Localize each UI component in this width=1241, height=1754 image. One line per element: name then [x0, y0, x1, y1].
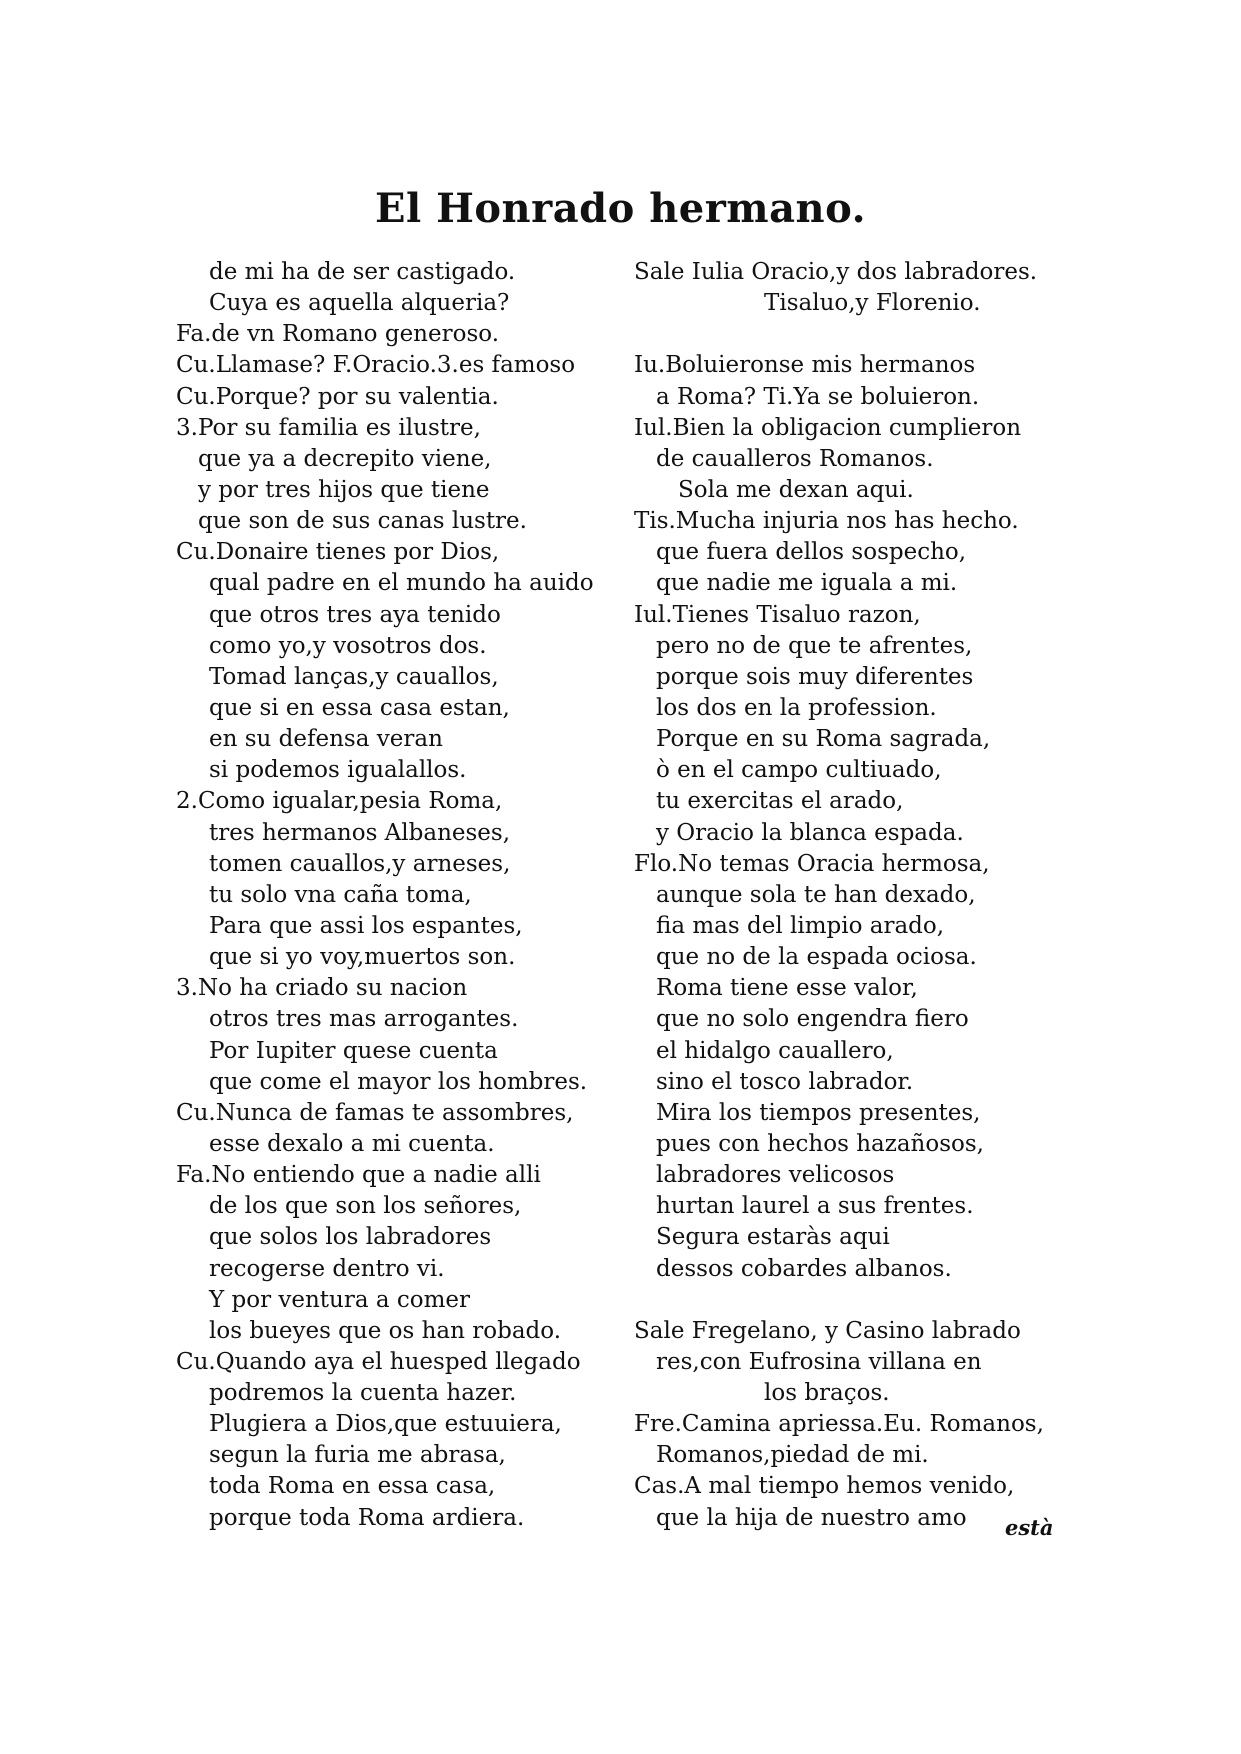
- left-column-line: Y por ventura a comer: [209, 1286, 471, 1313]
- right-column-line: Romanos,piedad de mi.: [656, 1442, 929, 1469]
- left-column-line: los bueyes que os han robado.: [209, 1317, 562, 1344]
- left-column-line: en su defensa veran: [209, 726, 443, 753]
- left-column-line: Fa.de vn Romano generoso.: [176, 321, 499, 348]
- right-column-line: Mira los tiempos presentes,: [656, 1099, 981, 1126]
- left-column-line: Cu.Quando aya el huesped llegado: [176, 1348, 581, 1375]
- left-column-line: como yo,y vosotros dos.: [209, 632, 487, 659]
- right-column-line: [634, 319, 1074, 350]
- left-column-line: recogerse dentro vi.: [209, 1255, 445, 1282]
- right-column-line: Iu.Boluieronse mis hermanos: [634, 352, 976, 379]
- right-column-line: Porque en su Roma sagrada,: [656, 726, 991, 753]
- right-column-line: los braços.: [764, 1380, 890, 1407]
- left-column-line: 2.Como igualar,pesia Roma,: [176, 788, 503, 815]
- right-column: [634, 257, 1074, 1534]
- left-column-line: 3.Por su familia es ilustre,: [176, 414, 481, 441]
- right-column-line: pues con hechos hazañosos,: [656, 1130, 984, 1157]
- right-column-line: fia mas del limpio arado,: [656, 912, 945, 939]
- left-column-line: que ya a decrepito viene,: [198, 445, 492, 472]
- right-column-line: ò en el campo cultiuado,: [656, 757, 942, 784]
- left-column-line: porque toda Roma ardiera.: [209, 1504, 525, 1531]
- left-column-line: que otros tres aya tenido: [209, 601, 501, 628]
- right-column-line: sino el tosco labrador.: [656, 1068, 914, 1095]
- left-column-line: Fa.No entiendo que a nadie alli: [176, 1162, 541, 1189]
- right-column-line: Flo.No temas Oracia hermosa,: [634, 850, 990, 877]
- right-column-line: hurtan laurel a sus frentes.: [656, 1193, 974, 1220]
- right-column-line: que la hija de nuestro amo: [656, 1504, 967, 1531]
- left-column-line: tomen cauallos,y arneses,: [209, 850, 511, 877]
- left-column-line: Cu.Llamase? F.Oracio.3.es famoso: [176, 352, 576, 379]
- left-column-line: Plugiera a Dios,que estuuiera,: [209, 1411, 562, 1438]
- left-column-line: que solos los labradores: [209, 1224, 492, 1251]
- right-column-line: que fuera dellos sospecho,: [656, 539, 967, 566]
- left-column-line: Por Iupiter quese cuenta: [209, 1037, 498, 1064]
- right-column-line: Sola me dexan aqui.: [678, 476, 914, 503]
- right-column-line: aunque sola te han dexado,: [656, 881, 976, 908]
- right-column-line: de caualleros Romanos.: [656, 445, 934, 472]
- right-column-line: Sale Iulia Oracio,y dos labradores.: [634, 259, 1038, 285]
- left-column-line: Cu.Porque? por su valentia.: [176, 383, 499, 410]
- left-column-line: 3.No ha criado su nacion: [176, 975, 468, 1002]
- right-column-line: pero no de que te afrentes,: [656, 632, 973, 659]
- right-column-line: y Oracio la blanca espada.: [656, 819, 964, 846]
- right-column-line: Tisaluo,y Florenio.: [764, 290, 981, 317]
- right-column-line: Roma tiene esse valor,: [656, 975, 918, 1002]
- left-column-line: de los que son los señores,: [209, 1193, 522, 1220]
- right-column-line: labradores velicosos: [656, 1162, 895, 1189]
- left-column-line: Tomad lanças,y cauallos,: [209, 663, 499, 690]
- right-column-line: que no solo engendra fiero: [656, 1006, 969, 1033]
- right-column-line: los dos en la profession.: [656, 694, 937, 721]
- left-column-line: que come el mayor los hombres.: [209, 1068, 588, 1095]
- page-title: El Honrado hermano.: [374, 185, 867, 232]
- left-column-line: esse dexalo a mi cuenta.: [209, 1130, 495, 1157]
- right-column-line: Sale Fregelano, y Casino labrado: [634, 1317, 1021, 1344]
- left-column: [176, 257, 626, 1534]
- left-column-line: Cu.Nunca de famas te assombres,: [176, 1099, 574, 1126]
- right-column-line: dessos cobardes albanos.: [656, 1255, 952, 1282]
- right-column-line: Tis.Mucha injuria nos has hecho.: [634, 508, 1019, 535]
- right-column-line: res,con Eufrosina villana en: [656, 1348, 982, 1375]
- left-column-line: segun la furia me abrasa,: [209, 1442, 506, 1469]
- left-column-line: de mi ha de ser castigado.: [209, 259, 516, 285]
- right-column-line: que no de la espada ociosa.: [656, 944, 977, 971]
- right-column-line: Cas.A mal tiempo hemos venido,: [634, 1473, 1015, 1500]
- right-column-line: porque sois muy diferentes: [656, 663, 974, 690]
- catchword: està: [1005, 1515, 1054, 1540]
- left-column-line: Para que assi los espantes,: [209, 912, 523, 939]
- right-column-line: tu exercitas el arado,: [656, 788, 904, 815]
- left-column-line: que si en essa casa estan,: [209, 694, 510, 721]
- right-column-line: el hidalgo cauallero,: [656, 1037, 894, 1064]
- right-column-line: Segura estaràs aqui: [656, 1224, 890, 1251]
- left-column-line: otros tres mas arrogantes.: [209, 1006, 519, 1033]
- left-column-line: si podemos igualallos.: [209, 757, 467, 784]
- left-column-line: toda Roma en essa casa,: [209, 1473, 496, 1500]
- left-column-line: Cuya es aquella alqueria?: [209, 290, 510, 317]
- left-column-line: tu solo vna caña toma,: [209, 881, 472, 908]
- left-column-line: que si yo voy,muertos son.: [209, 944, 516, 971]
- right-column-line: a Roma? Ti.Ya se boluieron.: [656, 383, 980, 410]
- left-column-line: qual padre en el mundo ha auido: [209, 570, 594, 597]
- left-column-line: que son de sus canas lustre.: [198, 508, 527, 535]
- left-column-line: podremos la cuenta hazer.: [209, 1380, 517, 1407]
- left-column-line: tres hermanos Albaneses,: [209, 819, 511, 846]
- left-column-line: Cu.Donaire tienes por Dios,: [176, 539, 500, 566]
- right-column-line: Iul.Bien la obligacion cumplieron: [634, 414, 1022, 441]
- right-column-line: [634, 1285, 1074, 1316]
- right-column-line: Iul.Tienes Tisaluo razon,: [634, 601, 921, 628]
- left-column-line: y por tres hijos que tiene: [198, 476, 490, 503]
- right-column-line: que nadie me iguala a mi.: [656, 570, 958, 597]
- right-column-line: Fre.Camina apriessa.Eu. Romanos,: [634, 1411, 1044, 1438]
